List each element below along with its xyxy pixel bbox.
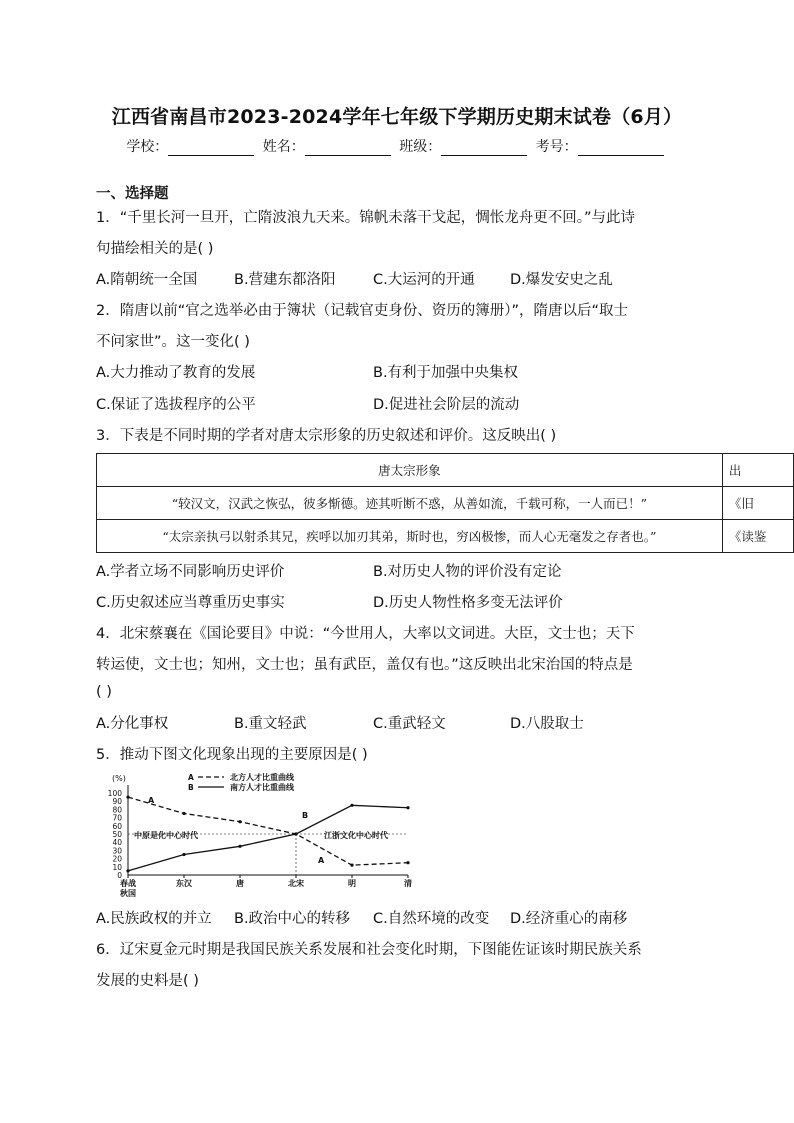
q1-option-d[interactable]: D.爆发安史之乱 (510, 272, 613, 288)
q2-option-d[interactable]: D.促进社会阶层的流动 (373, 397, 520, 413)
q3-stem-line1: 3．下表是不同时期的学者对唐太宗形象的历史叙述和评价。这反映出( ) (96, 428, 557, 444)
name-blank[interactable] (305, 141, 391, 156)
x-tick-label: 北宋 (288, 879, 304, 888)
x-tick-label: 清 (404, 879, 412, 888)
x-tick-label: 唐 (236, 879, 244, 888)
student-info-line (0, 136, 794, 156)
y-tick-label: 10 (112, 862, 122, 872)
data-point-B (406, 806, 409, 809)
y-tick-label: 40 (112, 838, 122, 848)
q4-option-b[interactable]: B.重文轻武 (234, 716, 307, 732)
q1-option-b[interactable]: B.营建东都洛阳 (234, 272, 336, 288)
exam-number-blank[interactable] (578, 141, 664, 156)
table-row (97, 487, 794, 520)
q1-stem-line1: 1．“千里长河一旦开，亡隋波浪九天来。锦帆未落干戈起，惆怅龙舟更不回。”与此诗 (96, 210, 635, 226)
q2-stem-line1: 2．隋唐以前“官之选举必由于簿状（记载官吏身份、资历的簿册）”，隋唐以后“取士 (96, 303, 629, 319)
x-tick-label: 东汉 (176, 879, 192, 888)
data-point-A (406, 861, 409, 864)
y-unit-label: (%) (112, 774, 126, 783)
y-tick-label: 30 (112, 846, 122, 856)
x-tick-label: 春战 (120, 879, 136, 888)
data-point-A (350, 864, 353, 867)
q2-option-a[interactable]: A.大力推动了教育的发展 (96, 365, 256, 381)
section-heading: 一、选择题 (96, 186, 169, 202)
q1-option-c[interactable]: C.大运河的开通 (373, 272, 475, 288)
name-label: 姓名： (262, 139, 305, 155)
q1-option-a[interactable]: A.隋朝统一全国 (96, 272, 198, 288)
q3-table (96, 453, 794, 553)
data-point-A (126, 796, 129, 799)
q4-stem-line2: 转运使，文士也；知州，文士也；虽有武臣，盖仅有也。”这反映出北宋治国的特点是 (96, 657, 633, 673)
q2-option-b[interactable]: B.有利于加强中央集权 (373, 365, 519, 381)
y-tick-label: 100 (107, 789, 122, 798)
data-point-B (238, 845, 241, 848)
q4-stem-line1: 4．北宋蔡襄在《国论要目》中说：“今世用人，大率以文词进。大臣，文士也；天下 (96, 626, 635, 642)
class-blank[interactable] (441, 141, 527, 156)
y-tick-label: 80 (112, 805, 122, 815)
annotation-central-plains: 中原是化中心时代 (134, 831, 198, 841)
q4-option-c[interactable]: C.重武轻文 (373, 716, 446, 732)
q4-stem-line3: ( ) (96, 684, 112, 700)
legend-marker: B (188, 783, 194, 792)
legend-marker: A (188, 773, 194, 782)
series-marker-B: B (302, 811, 309, 820)
series-marker-A: A (148, 796, 155, 806)
q5-option-b[interactable]: B.政治中心的转移 (234, 911, 351, 927)
y-tick-label: 0 (117, 871, 122, 880)
q2-option-c[interactable]: C.保证了选拔程序的公平 (96, 397, 256, 413)
q2-stem-line2: 不问家世”。这一变化( ) (96, 334, 250, 350)
data-point-B (294, 832, 297, 835)
table-row (97, 520, 794, 553)
table-cell-source: 《旧 (722, 487, 793, 520)
talent-ratio-chart (96, 771, 416, 901)
school-blank[interactable] (168, 141, 254, 156)
data-point-A (238, 820, 241, 823)
x-tick-sublabel: 秋国 (120, 889, 136, 898)
q3-option-a[interactable]: A.学者立场不同影响历史评价 (96, 564, 285, 580)
y-tick-label: 70 (112, 813, 122, 823)
exam-title: 江西省南昌市2023-2024学年七年级下学期历史期末试卷（6月） (111, 106, 683, 128)
chart-svg (96, 771, 416, 901)
annotation-jiangzhe: 江浙文化中心时代 (324, 831, 388, 841)
q4-option-a[interactable]: A.分化事权 (96, 716, 169, 732)
table-cell-source: 《读鉴 (722, 520, 793, 553)
table-cell-quote: “较汉文，汉武之恢弘，彼多惭德。迹其听断不惑，从善如流，千载可称，一人而已！” (97, 487, 723, 520)
q3-option-c[interactable]: C.历史叙述应当尊重历史事实 (96, 595, 285, 611)
data-point-B (182, 853, 185, 856)
table-header-row (97, 454, 794, 487)
school-label: 学校： (126, 139, 169, 155)
y-tick-label: 50 (112, 830, 122, 839)
exam-number-label: 考号： (535, 139, 578, 155)
y-tick-label: 20 (112, 854, 122, 864)
legend-label: 北方人才比重曲线 (230, 773, 294, 782)
table-cell-quote: “太宗亲执弓以射杀其兄，疾呼以加刃其弟，斯时也，穷凶极惨，而人心无毫发之存者也。” (97, 520, 723, 553)
q4-option-d[interactable]: D.八股取士 (510, 716, 584, 732)
q6-stem-line2: 发展的史料是( ) (96, 973, 199, 989)
q5-option-a[interactable]: A.民族政权的并立 (96, 911, 212, 927)
q1-stem-line2: 句描绘相关的是( ) (96, 241, 214, 257)
data-point-B (350, 804, 353, 807)
data-point-A (182, 812, 185, 815)
q6-stem-line1: 6．辽宋夏金元时期是我国民族关系发展和社会变化时期，下图能佐证该时期民族关系 (96, 942, 642, 958)
class-label: 班级： (399, 139, 442, 155)
y-tick-label: 90 (112, 797, 122, 807)
q5-option-d[interactable]: D.经济重心的南移 (510, 911, 628, 927)
legend-label: 南方人才比重曲线 (230, 783, 294, 792)
table-header-image: 唐太宗形象 (97, 454, 723, 487)
q3-option-d[interactable]: D.历史人物性格多变无法评价 (373, 595, 563, 611)
data-point-B (126, 869, 129, 872)
table-header-source: 出 (722, 454, 793, 487)
q5-option-c[interactable]: C.自然环境的改变 (373, 911, 490, 927)
y-tick-label: 60 (112, 821, 122, 831)
q3-option-b[interactable]: B.对历史人物的评价没有定论 (373, 564, 562, 580)
series-marker-A: A (318, 856, 325, 866)
q5-stem-line1: 5．推动下图文化现象出现的主要原因是( ) (96, 747, 368, 763)
x-tick-label: 明 (348, 879, 356, 888)
